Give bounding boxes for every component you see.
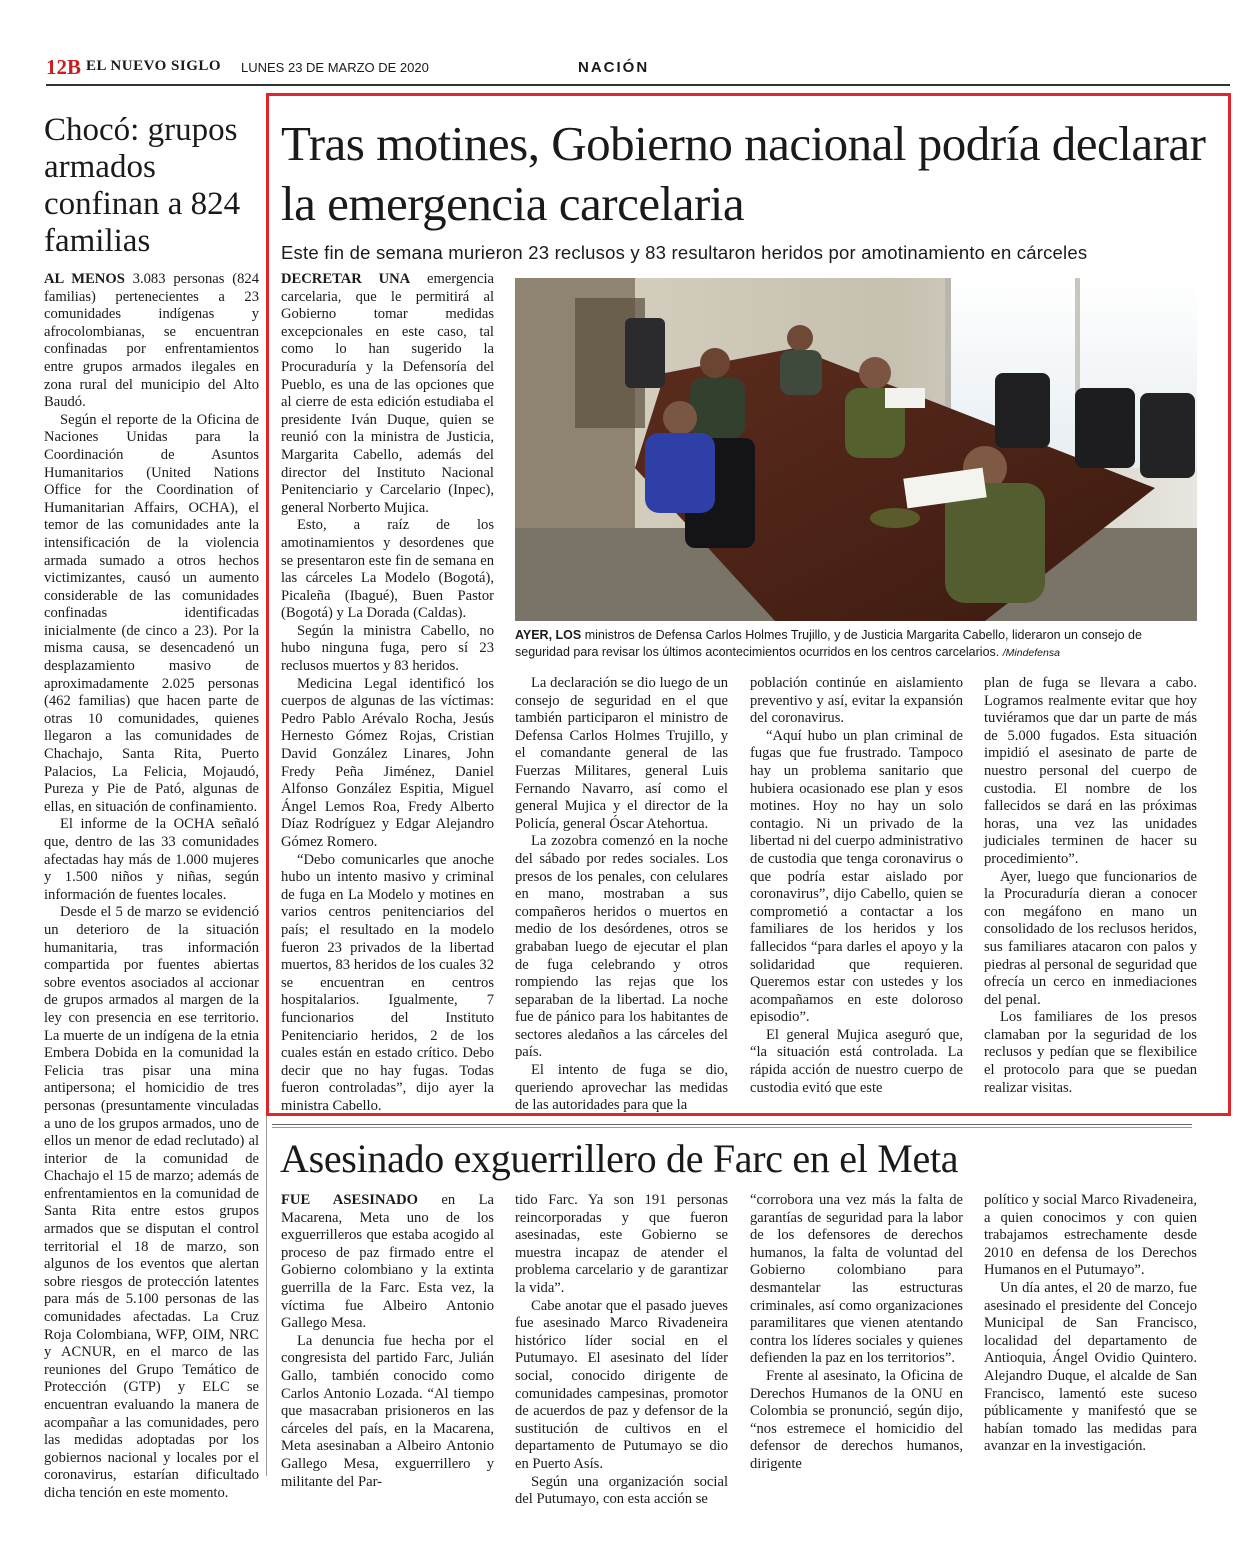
main-story-column-3	[750, 675, 963, 1109]
main-story-paragraph: El intento de fuga se dio, queriendo aprovechar las medidas de las autoridades para que la	[515, 1062, 728, 1114]
caption-text: ministros de Defensa Carlos Holmes Trujillo, y de Justicia Margarita Cabello, lideraron un consejo de seguridad para revisar los últimos acontecimientos ocurridos en los centros carcelarios.	[515, 628, 1142, 659]
main-story-paragraph: La zozobra comenzó en la noche del sábado por redes sociales. Los presos de los penales, con celulares en mano, mostraban a sus compañeros heridos o muertos en medio de los desórdenes, otros se grababan luego de ejecutar el plan de fuga celebrando y otros rompiendo las rejas que los separaban de la libertad. La noche fue de pánico para los habitantes de sectores aledaños a las cárceles del país.	[515, 833, 728, 1061]
main-story-paragraph: Esto, a raíz de los amotinamientos y desordenes que se presentaron este fin de semana en las cárceles La Modelo (Bogotá), Picaleña (Ibagué), Buen Pastor (Bogotá) y La Dorada (Caldas).	[281, 517, 494, 622]
story-separator	[272, 1124, 1192, 1125]
left-story-body	[44, 271, 259, 1501]
masthead	[46, 55, 1196, 82]
left-story-lead: AL MENOS	[44, 271, 125, 287]
main-story-paragraph: Según la ministra Cabello, no hubo ninguna fuga, pero sí 23 reclusos muertos y 83 heridos.	[281, 622, 494, 675]
main-story-headline: Tras motines, Gobierno nacional podría declarar la emergencia carcelaria	[281, 116, 1206, 231]
story-separator	[272, 1127, 1192, 1128]
masthead-rule	[46, 84, 1230, 86]
second-story-paragraph: Cabe anotar que el pasado jueves fue asesinado Marco Rivadeneira histórico líder social en el Putumayo. El asesinato del líder social, conocido dirigente de comunidades campesinas, promotor de acuerdos de paz y defensor de la sustitución de cultivos en el departamento de Putumayo se dio en Puerto Asís.	[515, 1297, 728, 1472]
main-story-subhead: Este fin de semana murieron 23 reclusos y 83 resultaron heridos por amotinamiento en cárceles	[281, 242, 1088, 263]
second-story-paragraph: “corrobora una vez más la falta de garantías de seguridad para la labor de los defensores de derechos humanos, la falta de voluntad del Gobierno colombiano para desmantelar las estructuras criminales, así como organizaciones paramilitares que vienen atentando contra los líderes sociales y quienes defienden la paz en los territorios”.	[750, 1192, 963, 1367]
second-story-column-3	[750, 1192, 963, 1492]
second-story-paragraph: La denuncia fue hecha por el congresista del partido Farc, Julián Gallo, también conocido como Carlos Antonio Lozada. “Al tiempo que masacraban prisioneros en las cárceles del país, en la Macarena, Meta asesinaban a Albeiro Antonio Gallego Mesa, exguerrillero y militante del Par-	[281, 1332, 494, 1490]
left-story-paragraph: Según el reporte de la Oficina de Naciones Unidas para la Coordinación de Asuntos Humanitarios (United Nations Office for the Coordination of Humanitarian Affairs, OCHA), el temor de las comunidades ante la intensificación de la violencia armada sumado a otros hechos victimizantes, causó un aumento considerable de las comunidades confinadas identificadas inicialmente (de cinco a 23). Por la misma causa, se desencadenó un desplazamiento masivo de aproximadamente 2.025 personas (462 familias) que hacen parte de otras 10 comunidades, quienes llegaron a las comunidades de Chachajo, Santa Rita, Puerto Palacios, La Felicia, Mojaudó, Pureza y Pie de Pató, algunas de ellas, en situación de confinamiento.	[44, 411, 259, 815]
main-story-column-4	[984, 675, 1197, 1109]
second-story-column-4	[984, 1192, 1197, 1492]
second-story-paragraph: FUE ASESINADO en La Macarena, Meta uno de los exguerrilleros que estaba acogido al proceso de paz firmado entre el Gobierno colombiano y la extinta guerrilla de la Farc. Esta vez, la víctima fue Albeiro Antonio Gallego Mesa.	[281, 1192, 494, 1332]
left-story-paragraph: AL MENOS 3.083 personas (824 familias) pertenecientes a 23 comunidades indígenas y afrocolombianas, se encuentran confinadas por enfrentamientos entre grupos armados ilegales en zona rural del municipio del Alto Baudó.	[44, 271, 259, 411]
left-story-paragraph: Desde el 5 de marzo se evidenció un deterioro de la situación humanitaria, tras información compartida por fuentes abiertas sobre eventos asociados al accionar de grupos armados al margen de la ley con presencia en ese territorio. La muerte de un indígena de la etnia Embera Dobida en la comunidad la Felicia tras pisar una mina antipersona; el homicidio de tres personas (presuntamente vinculadas a uno de los grupos armados, uno de ellos un menor de edad reclutado) al interior de la comunidad de Chachajo el 15 de marzo; además de enfrentamientos en la comunidad de Santa Rita entre estos grupos armados que se disputan el control territorial el 18 de marzo, son algunos de los eventos que alertan sobre riesgos de protección latentes para más de 5.100 personas de las comunidades afectadas. La Cruz Roja Colombiana, WFP, OIM, NRC y ACNUR, en el marco de las reuniones del Grupo Temático de Protección (GTP) y ELC se encuentran evaluando la manera de acompañar a las comunidades, pero las medidas adoptadas por los gobiernos nacional y locales por el coronavirus, estarían dificultado dicha tención en este momento.	[44, 904, 259, 1501]
caption-lead: AYER, LOS	[515, 628, 582, 642]
newspaper-name: EL NUEVO SIGLO	[86, 58, 222, 74]
photo-credit: /Mindefensa	[1002, 647, 1060, 659]
meeting-photo	[515, 278, 1197, 621]
main-story-paragraph: La declaración se dio luego de un consejo de seguridad en el que también participaron el ministro de Defensa Carlos Holmes Trujillo, y el comandante general de las Fuerzas Militares, general Luis Fernando Navarro, así como el general Mujica y el director de la Policía, general Óscar Atehortua.	[515, 675, 728, 832]
section-name: NACIÓN	[578, 59, 650, 76]
main-story-lead: DECRETAR UNA	[281, 271, 411, 287]
main-story-paragraph: “Debo comunicarles que anoche hubo un intento masivo y criminal de fuga en La Modelo y motines en varios centros penitenciarios del país; el resultado en la modelo fueron 23 privados de la libertad muertos, 83 heridos de los cuales 32 se encuentran en centros hospitalarios. Igualmente, 7 funcionarios del Instituto Penitenciario heridos, 2 de los cuales están en estado crítico. Debo decir que no hay fugas. Todas fueron controladas”, dijo ayer la ministra Cabello.	[281, 851, 494, 1114]
main-story-column-1	[281, 271, 494, 1114]
page-number: 12B	[46, 55, 82, 79]
second-story-paragraph: Un día antes, el 20 de marzo, fue asesinado el presidente del Concejo Municipal de San Francisco, localidad del departamento de Antioquia, Ángel Ovidio Quintero. Alejandro Duque, el alcalde de San Francisco, lamentó este suceso públicamente y manifestó que se habían tomado las medidas para avanzar en la investigación.	[984, 1279, 1197, 1455]
second-story-paragraph: Según una organización social del Putumayo, con esta acción se	[515, 1473, 728, 1508]
second-story-column-2	[515, 1192, 728, 1508]
main-story-paragraph: El general Mujica aseguró que, “la situación está controlada. La rápida acción de nuestro cuerpo de custodia evitó que este	[750, 1026, 963, 1096]
main-story-paragraph: Ayer, luego que funcionarios de la Procuraduría dieran a conocer con megáfono en mano un consolidado de los reclusos heridos, sus familiares atacaron con palos y piedras al personal de seguridad que ofrecía un cerco en inmediaciones del penal.	[984, 868, 1197, 1008]
left-story-paragraph: El informe de la OCHA señaló que, dentro de las 33 comunidades afectadas hay más de 1.000 mujeres y 1.500 niños y niñas, según información de fuentes locales.	[44, 816, 259, 903]
main-story-paragraph: plan de fuga se llevara a cabo. Logramos realmente evitar que hoy tuviéramos que dar un parte de más de 5.000 fugados. Esta situación impidió el asesinato de parte de nuestro personal del cuerpo de custodia. El nombre de los fallecidos se dará en las próximas horas, una vez las unidades judiciales terminen de hacer su procedimiento”.	[984, 675, 1197, 867]
main-story-paragraph: población continúe en aislamiento preventivo y así, evitar la expansión del coronavirus.	[750, 675, 963, 727]
issue-date: LUNES 23 DE MARZO DE 2020	[241, 60, 429, 75]
second-story-paragraph: Frente al asesinato, la Oficina de Derechos Humanos de la ONU en Colombia se pronunció, según dijo, “nos estremece el homicidio del defensor de derechos humanos, dirigente	[750, 1367, 963, 1472]
second-story-lead: FUE ASESINADO	[281, 1192, 418, 1208]
main-story-paragraph: DECRETAR UNA emergencia carcelaria, que le permitirá al Gobierno tomar medidas excepcionales en este caso, tal como lo han sugerido la Procuraduría y la Defensoría del Pueblo, es una de las opciones que al cierre de esta edición estudiaba el presidente Iván Duque, quien se reunió con la ministra de Justicia, Margarita Cabello, además del director del Instituto Nacional Penitenciario y Carcelario (Inpec), general Norberto Mujica.	[281, 271, 494, 516]
photo-caption	[515, 627, 1197, 662]
second-story-column-1	[281, 1192, 494, 1492]
second-story-headline: Asesinado exguerrillero de Farc en el Meta	[280, 1136, 959, 1181]
main-story-paragraph: Los familiares de los presos clamaban por la seguridad de los reclusos y pedían que se flexibilice el protocolo para que se puedan realizar visitas.	[984, 1009, 1197, 1096]
left-story-headline: Chocó: grupos armados confinan a 824 familias	[44, 112, 241, 259]
main-story-column-2	[515, 675, 728, 1114]
second-story-paragraph: político y social Marco Rivadeneira, a quien conocimos y con quien trabajamos estrechamente desde 2010 en defensa de los Derechos Humanos en el Putumayo”.	[984, 1192, 1197, 1279]
main-story-paragraph: “Aquí hubo un plan criminal de fugas que fue frustrado. Tampoco hay un problema sanitario que hubiera ocasionado ese plan y esos motines. Hoy no hay un solo contagio. Ni un privado de la libertad ni del cuerpo administrativo de custodia que tenga coronavirus o que podría estar aislado por coronavirus”, dijo Cabello, quien se comprometió a contactar a los familiares de los heridos y los fallecidos “para darles el apoyo y la solidaridad que requieren. Queremos estar con ustedes y los acompañamos en este doloroso episodio”.	[750, 727, 963, 1026]
second-story-paragraph: tido Farc. Ya son 191 personas reincorporadas y que fueron asesinadas, este Gobierno se muestra incapaz de atender el problema carcelario y de garantizar la vida”.	[515, 1192, 728, 1296]
main-story-paragraph: Medicina Legal identificó los cuerpos de algunas de las víctimas: Pedro Pablo Arévalo Rocha, Jesús Hernesto Gómez Rojas, Cristian David González Linares, John Fredy Peña Jiménez, Daniel Alfonso González Espitia, Miguel Ángel Lemos Roa, Fredy Alberto Díaz Rodríguez y Edgar Alejandro Gómez Romero.	[281, 675, 494, 850]
